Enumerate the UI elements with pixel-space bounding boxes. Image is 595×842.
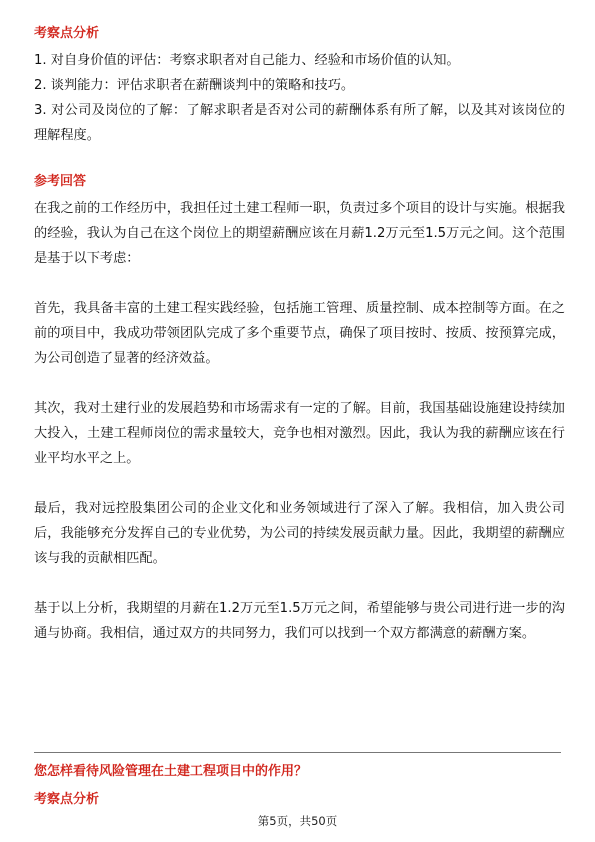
answer-paragraph-5: 基于以上分析，我期望的月薪在1.2万元至1.5万元之间，希望能够与贵公司进行进一步的沟通与协商。我相信，通过双方的共同努力，我们可以找到一个双方都满意的薪酬方案。 [34,601,565,641]
answer-body [34,196,565,646]
answer-paragraph-2: 首先，我具备丰富的土建工程实践经验，包括施工管理、质量控制、成本控制等方面。在之前的项目中，我成功带领团队完成了多个重要节点，确保了项目按时、按质、按预算完成，为公司创造了显著的经济效益。 [34,301,565,366]
analysis-list [34,48,565,148]
section-heading-answer: 参考回答 [34,174,87,189]
section-analysis [34,25,561,43]
analysis-item-3: 3. 对公司及岗位的了解：了解求职者是否对公司的薪酬体系有所了解，以及其对该岗位的理解程度。 [34,103,565,143]
page-number: 第5页，共50页 [257,814,338,828]
analysis-item-1: 1. 对自身价值的评估：考察求职者对自己能力、经验和市场价值的认知。 [34,53,460,68]
answer-paragraph-4: 最后，我对远控股集团公司的企业文化和业务领域进行了深入了解。我相信，加入贵公司后，我能够充分发挥自己的专业优势，为公司的持续发展贡献力量。因此，我期望的薪酬应该与我的贡献相匹配。 [34,501,565,566]
answer-paragraph-3: 其次，我对土建行业的发展趋势和市场需求有一定的了解。目前，我国基础设施建设持续加大投入，土建工程师岗位的需求量较大，竞争也相对激烈。因此，我认为我的薪酬应该在行业平均水平之上。 [34,401,565,466]
section-heading-analysis: 考察点分析 [34,26,100,41]
next-question-title: 您怎样看待风险管理在土建工程项目中的作用？ [34,764,308,779]
next-question [34,763,561,781]
section-divider [34,752,561,753]
next-question-analysis [34,791,561,809]
answer-paragraph-1: 在我之前的工作经历中，我担任过土建工程师一职，负责过多个项目的设计与实施。根据我的经验，我认为自己在这个岗位上的期望薪酬应该在月薪1.2万元至1.5万元之间。这个范围是基于以下考虑： [34,201,565,266]
section-answer [34,173,561,191]
next-question-heading: 考察点分析 [34,792,100,807]
analysis-item-2: 2. 谈判能力：评估求职者在薪酬谈判中的策略和技巧。 [34,78,355,93]
